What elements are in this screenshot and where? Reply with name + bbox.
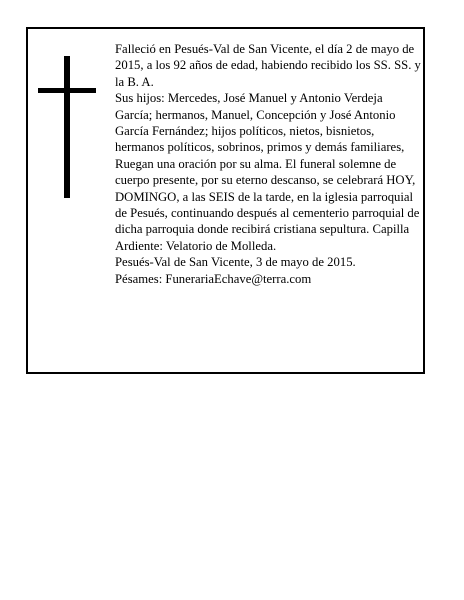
cross-vertical-bar xyxy=(64,56,70,198)
funeral-details: Ruegan una oración por su alma. El funeral solemne de cuerpo presente, por su eterno descanso, se celebrará HOY, DOMINGO, a las SEIS de la tarde, en la iglesia parroquial de Pesués, continuando después al cementerio parroquial de dicha parroquia donde recibirá cristiana sepultura. Capilla Ardiente: Velatorio de Molleda. xyxy=(115,156,420,253)
family-members: Sus hijos: Mercedes, José Manuel y Antonio Verdeja García; hermanos, Manuel, Concepción y José Antonio García Fernández; hijos políticos, nietos, bisnietos, hermanos políticos, sobrinos, primos y demás familiares, xyxy=(115,91,405,155)
death-announcement: Falleció en Pesués-Val de San Vicente, el día 2 de mayo de 2015, a los 92 años de edad, habiendo recibido los SS. SS. y la B. A. xyxy=(115,42,421,89)
cross-icon xyxy=(38,56,96,198)
place-and-date: Pesués-Val de San Vicente, 3 de mayo de 2015. xyxy=(115,255,356,270)
cross-horizontal-bar xyxy=(38,88,96,93)
obituary-text xyxy=(115,41,421,287)
condolences-contact: Pésames: FunerariaEchave@terra.com xyxy=(115,271,312,286)
obituary-notice xyxy=(26,27,425,374)
